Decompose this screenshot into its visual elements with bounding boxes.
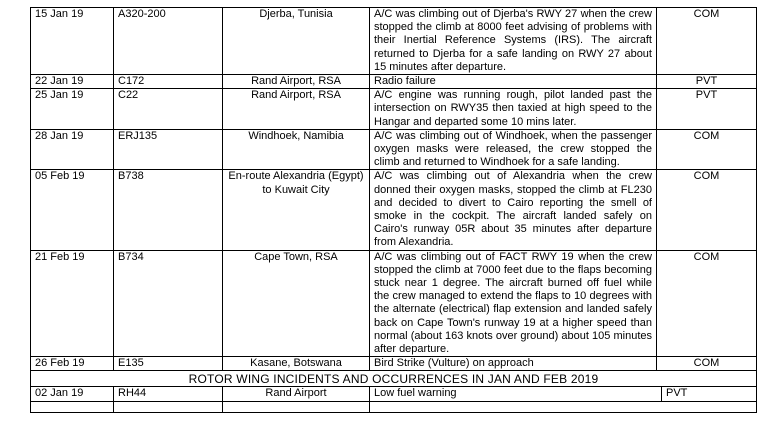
description-cell: A/C was climbing out of FACT RWY 19 when the crew stopped the climb at 7000 feet due to the flaps becoming stuck near 1 degree. The aircraft burned off fuel while the crew managed to extend the flaps to 10 degrees with the alternate (electrical) flap extension and landed safely back on Cape Town's runway 19 at a higher speed than normal (about 163 knots over ground) about 105 minutes after departure.	[370, 250, 657, 357]
section-header-row	[31, 371, 757, 387]
location-cell: Rand Airport, RSA	[223, 75, 370, 89]
table-row	[31, 8, 757, 75]
category-cell: COM	[657, 129, 757, 170]
date-cell: 15 Jan 19	[31, 8, 114, 75]
description-cell: A/C was climbing out of Windhoek, when the passenger oxygen masks were released, the crew stopped the climb and returned to Windhoek for a safe landing.	[370, 129, 657, 170]
category-cell: PVT	[666, 387, 688, 400]
occurrences-table	[30, 7, 757, 413]
description-cell: A/C was climbing out of Alexandria when the crew donned their oxygen masks, stopped the climb at FL230 and decided to divert to Cairo reporting the smell of smoke in the cockpit. The aircraft landed safely on Cairo's runway 05R about 35 minutes after departure from Alexandria.	[370, 170, 657, 250]
category-cell: COM	[657, 170, 757, 250]
description-cell: Bird Strike (Vulture) on approach	[370, 357, 657, 371]
table-row	[31, 357, 757, 371]
description-cell: Low fuel warning	[370, 387, 662, 400]
empty-row	[31, 401, 757, 412]
date-cell: 21 Feb 19	[31, 250, 114, 357]
table-row	[31, 89, 757, 130]
rotor-section-title: ROTOR WING INCIDENTS AND OCCURRENCES IN JAN AND FEB 2019	[31, 371, 757, 387]
aircraft-cell: E135	[114, 357, 223, 371]
category-cell: PVT	[657, 75, 757, 89]
table-row	[31, 75, 757, 89]
location-cell: En-route Alexandria (Egypt) to Kuwait City	[223, 170, 370, 250]
empty-cell	[114, 401, 223, 412]
category-cell: PVT	[657, 89, 757, 130]
aircraft-cell: C172	[114, 75, 223, 89]
location-cell: Rand Airport, RSA	[223, 89, 370, 130]
location-cell: Kasane, Botswana	[223, 357, 370, 371]
location-cell: Cape Town, RSA	[223, 250, 370, 357]
aircraft-cell: A320-200	[114, 8, 223, 75]
empty-cell	[31, 401, 114, 412]
empty-cell	[370, 401, 757, 412]
date-cell: 22 Jan 19	[31, 75, 114, 89]
date-cell: 28 Jan 19	[31, 129, 114, 170]
empty-cell	[223, 401, 370, 412]
description-category-cell	[370, 387, 757, 401]
table-row	[31, 129, 757, 170]
description-cell: A/C engine was running rough, pilot landed past the intersection on RWY35 then taxied at high speed to the Hangar and departed some 10 mins later.	[370, 89, 657, 130]
date-cell: 25 Jan 19	[31, 89, 114, 130]
category-cell: COM	[657, 357, 757, 371]
description-cell: A/C was climbing out of Djerba's RWY 27 when the crew stopped the climb at 8000 feet advising of problems with their Inertial Reference Systems (IRS). The aircraft returned to Djerba for a safe landing on RWY 27 about 15 minutes after departure.	[370, 8, 657, 75]
date-cell: 02 Jan 19	[31, 387, 114, 401]
aircraft-cell: ERJ135	[114, 129, 223, 170]
table-row	[31, 250, 757, 357]
description-cell: Radio failure	[370, 75, 657, 89]
aircraft-cell: B738	[114, 170, 223, 250]
category-cell: COM	[657, 250, 757, 357]
category-cell: COM	[657, 8, 757, 75]
location-cell: Windhoek, Namibia	[223, 129, 370, 170]
location-cell: Rand Airport	[223, 387, 370, 401]
aircraft-cell: B734	[114, 250, 223, 357]
aircraft-cell: C22	[114, 89, 223, 130]
table-row	[31, 387, 757, 401]
aircraft-cell: RH44	[114, 387, 223, 401]
table-row	[31, 170, 757, 250]
date-cell: 26 Feb 19	[31, 357, 114, 371]
location-cell: Djerba, Tunisia	[223, 8, 370, 75]
date-cell: 05 Feb 19	[31, 170, 114, 250]
